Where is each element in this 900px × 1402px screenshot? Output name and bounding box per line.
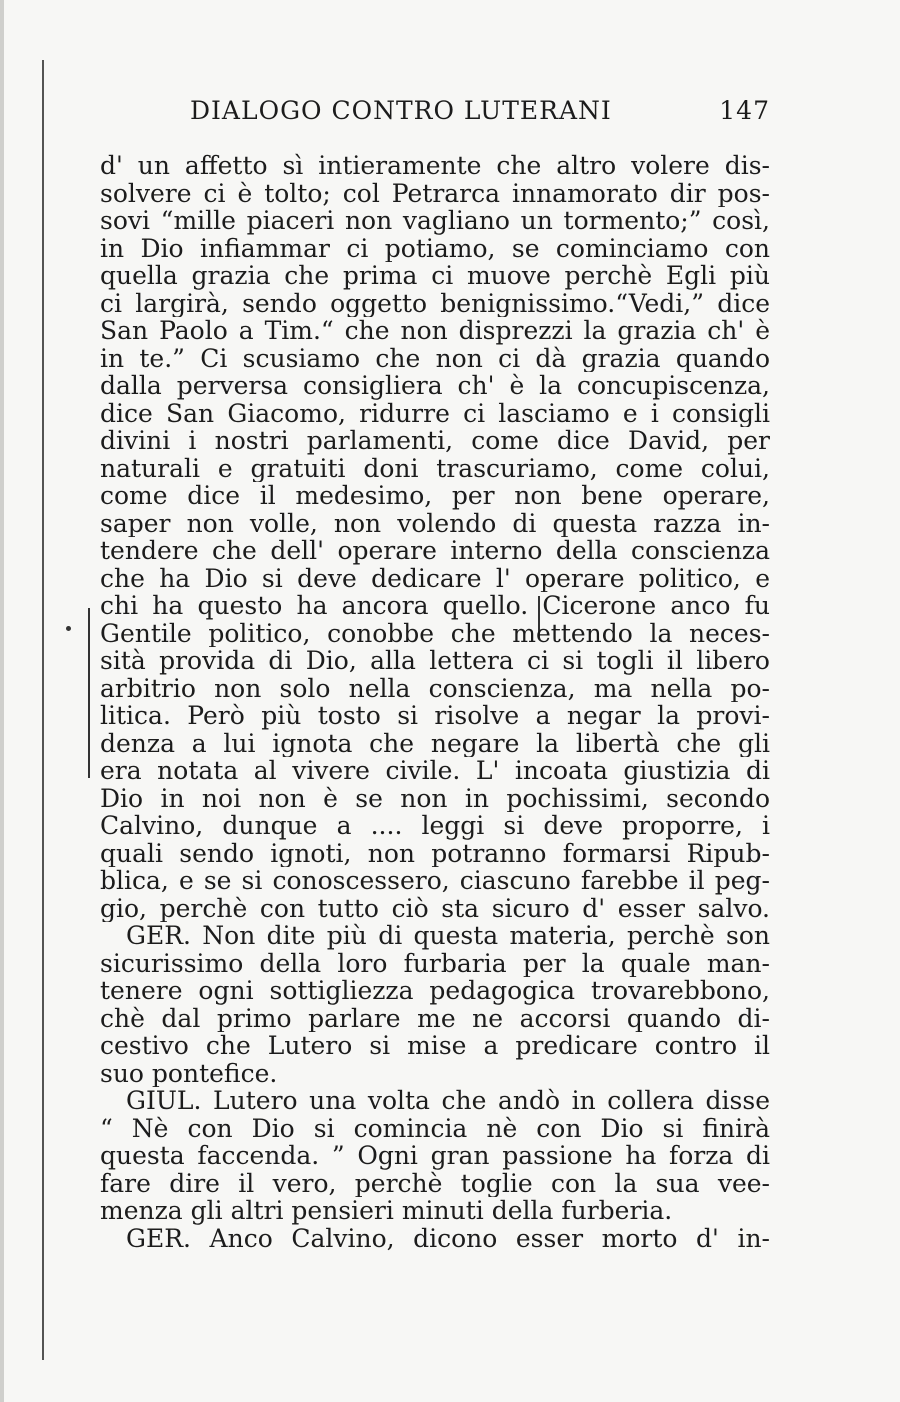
text-line: in Dio infiammar ci potiamo, se cominciamo con bbox=[100, 234, 770, 262]
text-line: sicurissimo della loro furbaria per la quale man- bbox=[100, 949, 770, 977]
page bbox=[100, 96, 770, 1252]
text-line: era notata al vivere civile. L' incoata giustizia di bbox=[100, 757, 770, 785]
text-line: sovi “mille piaceri non vagliano un tormento;” così, bbox=[100, 207, 770, 235]
text-line: cestivo che Lutero si mise a predicare contro il bbox=[100, 1032, 770, 1060]
text-line: dalla perversa consigliera ch' è la concupiscenza, bbox=[100, 372, 770, 400]
text-line: blica, e se si conoscessero, ciascuno farebbe il peg- bbox=[100, 867, 770, 895]
speaker-line-ger: GER. Non dite più di questa materia, perchè son bbox=[126, 922, 770, 950]
scan-edge bbox=[0, 0, 4, 1402]
text-line: Dio in noi non è se non in pochissimi, secondo bbox=[100, 784, 770, 812]
speaker-line-giul: GIUL. Lutero una volta che andò in collera disse bbox=[126, 1087, 770, 1115]
text-line: che ha Dio si deve dedicare l' operare politico, e bbox=[100, 564, 770, 592]
text-line: ci largirà, sendo oggetto benignissimo.“Vedi,” dice bbox=[100, 289, 770, 317]
text-line: chè dal primo parlare me ne accorsi quando di- bbox=[100, 1004, 770, 1032]
speaker-line-ger: GER. Anco Calvino, dicono esser morto d' in- bbox=[126, 1224, 770, 1252]
running-head bbox=[100, 96, 770, 136]
margin-dot bbox=[66, 626, 71, 631]
binding-line bbox=[42, 60, 44, 1360]
text-line: denza a lui ignota che negare la libertà che gli bbox=[100, 729, 770, 757]
text-line: in te.” Ci scusiamo che non ci dà grazia quando bbox=[100, 344, 770, 372]
text-line: San Paolo a Tim.“ che non disprezzi la grazia ch' è bbox=[100, 317, 770, 345]
text-line: Gentile politico, conobbe che mettendo la neces- bbox=[100, 619, 770, 647]
text-line: suo pontefice. bbox=[100, 1059, 278, 1087]
text-line: d' un affetto sì intieramente che altro volere dis- bbox=[100, 152, 770, 180]
text-line: saper non volle, non volendo di questa razza in- bbox=[100, 509, 770, 537]
text-line: tendere che dell' operare interno della conscienza bbox=[100, 537, 770, 565]
text-line: naturali e gratuiti doni trascuriamo, come colui, bbox=[100, 454, 770, 482]
margin-bracket bbox=[88, 608, 90, 778]
text-line: solvere ci è tolto; col Petrarca innamorato dir pos- bbox=[100, 179, 770, 207]
text-line: fare dire il vero, perchè toglie con la sua vee- bbox=[100, 1169, 770, 1197]
page-number: 147 bbox=[719, 96, 770, 125]
text-line: quali sendo ignoti, non potranno formarsi Ripub- bbox=[100, 839, 770, 867]
body-text bbox=[100, 152, 770, 1252]
text-line: litica. Però più tosto si risolve a negar la provi- bbox=[100, 702, 770, 730]
text-line: arbitrio non solo nella conscienza, ma nella po- bbox=[100, 674, 770, 702]
text-line: menza gli altri pensieri minuti della furberia. bbox=[100, 1197, 673, 1225]
text-line: chi ha questo ha ancora quello. Cicerone anco fu bbox=[100, 592, 770, 620]
text-line: “ Nè con Dio si comincia nè con Dio si finirà bbox=[100, 1114, 770, 1142]
text-line: divini i nostri parlamenti, come dice David, per bbox=[100, 427, 770, 455]
running-title: DIALOGO CONTRO LUTERANI bbox=[190, 96, 612, 125]
text-line: quella grazia che prima ci muove perchè Egli più bbox=[100, 262, 770, 290]
text-line: dice San Giacomo, ridurre ci lasciamo e i consigli bbox=[100, 399, 770, 427]
text-line: come dice il medesimo, per non bene operare, bbox=[100, 482, 770, 510]
text-line: questa faccenda. ” Ogni gran passione ha forza di bbox=[100, 1142, 770, 1170]
text-line: Calvino, dunque a .... leggi si deve proporre, i bbox=[100, 812, 770, 840]
text-line: sità provida di Dio, alla lettera ci si togli il libero bbox=[100, 647, 770, 675]
text-line: gio, perchè con tutto ciò sta sicuro d' esser salvo. bbox=[100, 894, 770, 922]
text-line: tenere ogni sottigliezza pedagogica trovarebbono, bbox=[100, 977, 770, 1005]
